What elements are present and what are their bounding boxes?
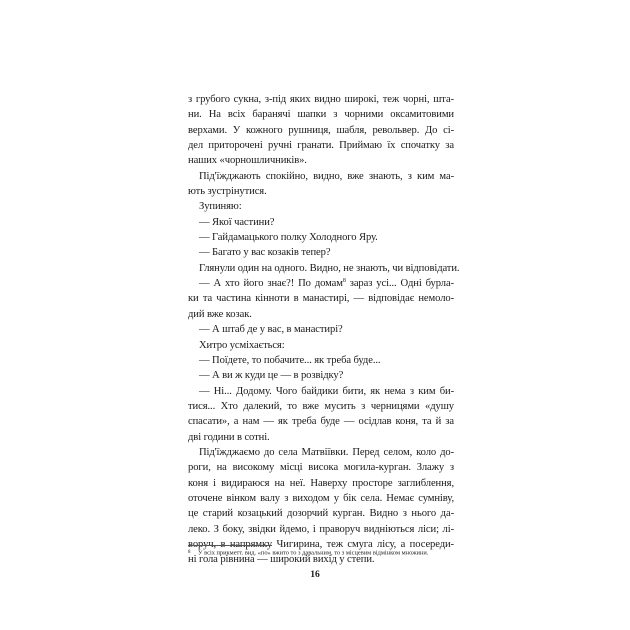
text-line: — Гайдамацького полку Холодного Яру.	[199, 232, 378, 244]
footnote-text: У всіх прикметт. вид. «по» вжито то з давальним, то з місцевим відмінком множини.	[198, 549, 429, 557]
text-line: леко. З боку, звідки йдемо, і праворуч видніються ліси; лі-	[188, 523, 454, 535]
text-line: — Поїдете, то побачите... як треба буде...	[199, 354, 381, 366]
text-line: це старий козацький дозорчий курган. Видно з нього да-	[188, 508, 454, 520]
text-line: ють зустрінутися.	[188, 186, 267, 198]
text-line: Під'їжджаємо до села Матвіївки. Перед селом, коло до-	[199, 446, 454, 458]
text-line: — А штаб де у вас, в манастирі?	[199, 324, 343, 336]
text-line: верхами. У кожного рушниця, шабля, револьвер. До сі-	[188, 124, 454, 136]
text-line: — А ви ж куди це — в розвідку?	[199, 370, 344, 382]
text-line: з грубого сукна, з-під яких видно широкі, теж чорні, шта-	[188, 94, 454, 105]
text-line: дві години в сотні.	[188, 431, 270, 443]
text-line: Хитро усміхається:	[199, 339, 285, 351]
text-line: ні гола рівнина — широкий вихід у степи.	[188, 554, 375, 566]
text-line: воруч, в напрямку Чигирина, теж смуга лісу, а посереди-	[188, 538, 454, 550]
text-line: дел приторочені ручні гранати. Приймаю їх спочатку за	[188, 140, 454, 152]
text-line: ки та частина кінноти в манастирі, — відповідає немоло-	[188, 293, 454, 305]
text-line: роги, на високому місці висока могила-курган. Злажу з	[188, 462, 454, 474]
text-line: дий вже козак.	[188, 308, 252, 320]
text-line: — Якої частини?	[199, 216, 275, 228]
text-line: оточене вінком валу з виходом у бік села. Немає сумніву,	[188, 492, 454, 504]
footnote-marker: 8	[188, 550, 191, 555]
text-line: тися... Хто далекий, то вже мусить з черницями «душу	[188, 400, 454, 412]
text-line: — Багато у вас козаків тепер?	[199, 247, 331, 259]
page-number: 16	[310, 569, 320, 580]
text-line: — А хто його знає?! По домам$^8$ зараз усі... Одні бурла-	[199, 278, 454, 290]
text-line: наших «чорношличників».	[188, 155, 307, 167]
text-line: Зупиняю:	[199, 201, 242, 213]
footnote-divider	[188, 545, 272, 546]
text-line: — Ні... Додому. Чого байдики бити, як нема з ким би-	[199, 385, 454, 397]
text-line: ни. На всіх баранячі шапки з чорними оксамитовими	[188, 109, 454, 121]
footnote	[188, 549, 454, 558]
footnote-reference: 8	[342, 278, 346, 285]
body-text	[188, 92, 460, 568]
text-line: Під'їжджають спокійно, видно, вже знають, з ким ма-	[199, 170, 454, 182]
text-line: коня і видираюся на неї. Наверху просторе заглиблення,	[188, 477, 454, 489]
text-line: Глянули один на одного. Видно, не знають, чи відповідати.	[199, 262, 460, 274]
text-line: спасати», а нам — як треба буде — осідлав коня, та й за	[188, 416, 454, 428]
